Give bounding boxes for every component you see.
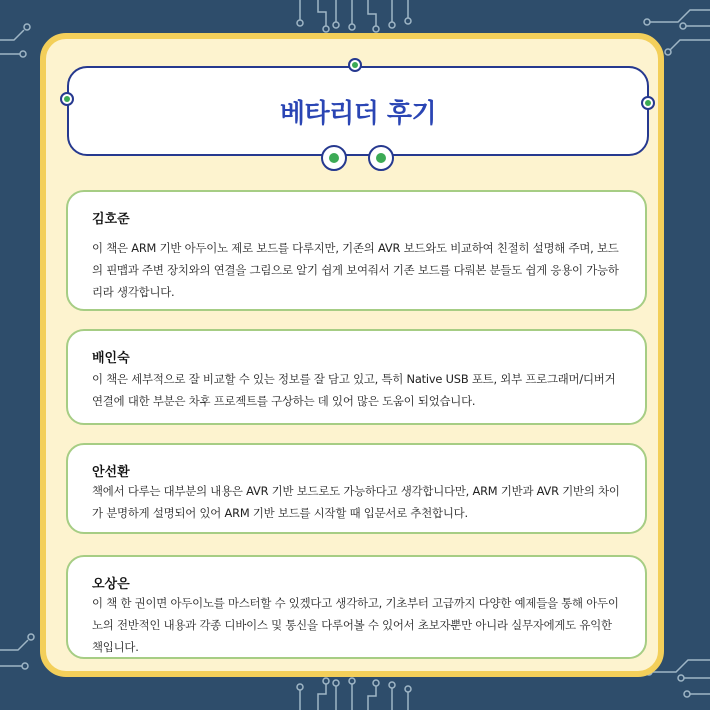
review-card-4 <box>66 555 647 659</box>
review-text: 책에서 다루는 대부분의 내용은 AVR 기반 보드로도 가능하다고 생각합니다만, ARM 기반과 AVR 기반의 차이가 분명하게 설명되어 있어 ARM 기반 보드를 시작할 때 입문서로 추천합니다. <box>92 484 620 520</box>
title-bottom-dot-right <box>368 145 394 171</box>
title-banner <box>67 66 649 156</box>
title-bottom-dot-left <box>321 145 347 171</box>
review-text: 이 책은 ARM 기반 아두이노 제로 보드를 다루지만, 기존의 AVR 보드와도 비교하여 친절히 설명해 주며, 보드의 핀맵과 주변 장치와의 연결을 그림으로 알기 쉽게 보여줘서 기존 보드를 다뤄본 분들도 쉽게 응용이 가능하리라 생각합니다. <box>92 241 619 299</box>
review-card-1 <box>66 190 647 311</box>
review-card-3 <box>66 443 647 534</box>
reviewer-name: 김호준 <box>92 212 130 227</box>
reviewer-name: 오상은 <box>92 577 130 592</box>
reviewer-name: 안선환 <box>92 465 130 480</box>
title-left-dot <box>60 92 74 106</box>
title-top-dot <box>348 58 362 72</box>
review-text: 이 책 한 권이면 아두이노를 마스터할 수 있겠다고 생각하고, 기초부터 고급까지 다양한 예제들을 통해 아두이노의 전반적인 내용과 각종 디바이스 및 통신을 다루어볼 수 있어서 초보자뿐만 아니라 실무자에게도 유익한 책입니다. <box>92 596 619 654</box>
review-text: 이 책은 세부적으로 잘 비교할 수 있는 정보를 잘 담고 있고, 특히 Native USB 포트, 외부 프로그래머/디버거 연결에 대한 부분은 차후 프로젝트를 구상하는 데 있어 많은 도움이 되었습니다. <box>92 372 616 408</box>
title-right-dot <box>641 96 655 110</box>
review-card-2 <box>66 329 647 425</box>
page-title: 베타리더 후기 <box>279 98 437 129</box>
reviewer-name: 배인숙 <box>92 351 130 366</box>
